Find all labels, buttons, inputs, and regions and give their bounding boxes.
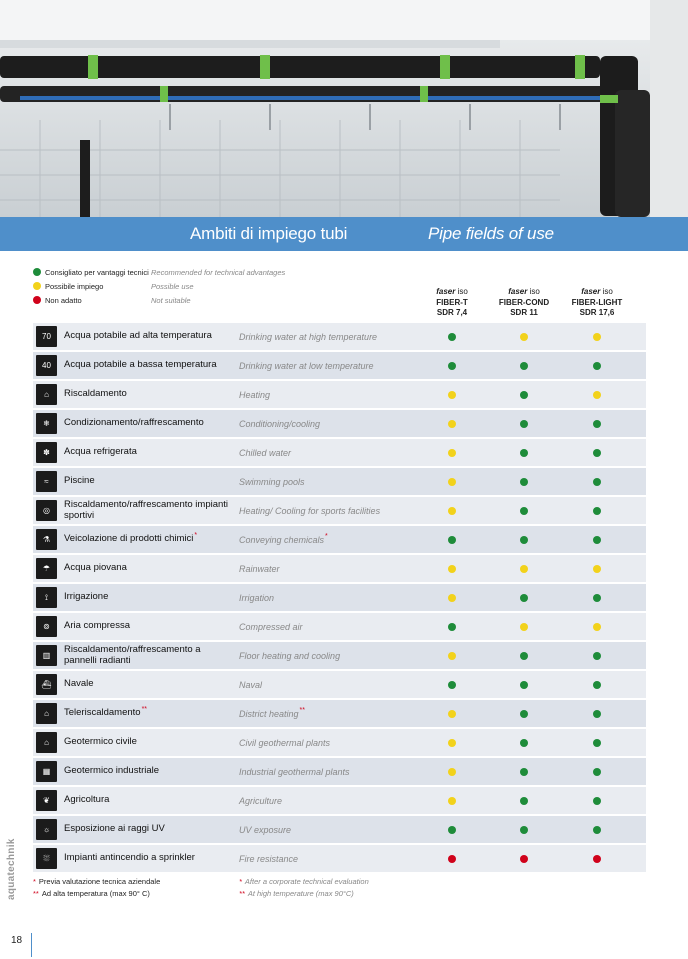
yellow-dot-icon <box>448 594 456 602</box>
icon-glyph: ⌂ <box>44 737 49 747</box>
yellow-dot-icon <box>448 478 456 486</box>
green-dot-icon <box>593 768 601 776</box>
footnote-mark: * <box>325 533 328 540</box>
footnotes-english <box>239 877 369 901</box>
row-label-it-text: Riscaldamento <box>64 388 127 400</box>
yellow-dot-icon <box>448 710 456 718</box>
table-row <box>33 381 646 408</box>
table-row <box>33 845 646 872</box>
icon-glyph: ▥ <box>42 650 51 660</box>
icon-glyph: ☼ <box>42 824 51 834</box>
row-label-english <box>239 671 439 698</box>
column-product: FIBER-LIGHT <box>571 297 623 307</box>
green-dot-icon <box>448 681 456 689</box>
row-label-it-text: Agricoltura <box>64 794 110 806</box>
row-label-en-text: Conveying chemicals <box>239 534 325 545</box>
green-dot-icon <box>520 652 528 660</box>
icon-glyph: 40 <box>42 360 51 370</box>
red-dot-icon <box>33 296 41 304</box>
title-banner <box>0 217 688 251</box>
green-dot-icon <box>593 797 601 805</box>
row-label-en-text: Agriculture <box>239 795 283 806</box>
yellow-dot-icon <box>448 797 456 805</box>
red-dot-icon <box>520 855 528 863</box>
title-english: Pipe fields of use <box>428 224 554 243</box>
row-label-italian <box>64 555 234 582</box>
table-row <box>33 468 646 495</box>
row-label-en-text: Drinking water at high temperature <box>239 331 378 342</box>
yellow-dot-icon <box>593 565 601 573</box>
row-label-italian <box>64 787 234 814</box>
green-dot-icon <box>593 710 601 718</box>
row-label-en-text: Chilled water <box>239 447 292 458</box>
row-label-it-text: Teleriscaldamento <box>64 707 141 719</box>
page-divider <box>31 933 32 957</box>
icon-glyph: ✽ <box>43 447 50 457</box>
footnote-mark: ** <box>33 889 39 898</box>
yellow-dot-icon <box>448 507 456 515</box>
sprinkler-icon <box>36 848 57 869</box>
row-label-italian <box>64 671 234 698</box>
column-brand: faser <box>581 287 601 296</box>
green-dot-icon <box>520 826 528 834</box>
swimming-pool-icon <box>36 471 57 492</box>
green-dot-icon <box>520 536 528 544</box>
icon-glyph: ⌂ <box>44 389 49 399</box>
row-label-english <box>239 410 439 437</box>
side-brand-label: aquatechnik <box>6 838 17 900</box>
icon-glyph: ⟟ <box>45 592 48 602</box>
green-dot-icon <box>593 826 601 834</box>
row-label-it-text: Acqua refrigerata <box>64 446 137 458</box>
row-label-it-text: Navale <box>64 678 94 690</box>
red-dot-icon <box>448 855 456 863</box>
row-label-italian <box>64 497 234 524</box>
footnote-mark: ** <box>299 707 305 714</box>
row-label-italian <box>64 845 234 872</box>
green-dot-icon <box>520 681 528 689</box>
row-label-italian <box>64 410 234 437</box>
chemical-flask-icon <box>36 529 57 550</box>
column-header-fiber-cond <box>484 287 564 319</box>
header-photo-pipes <box>0 0 688 217</box>
yellow-dot-icon <box>520 623 528 631</box>
icon-glyph: 70 <box>42 331 51 341</box>
green-dot-icon <box>520 362 528 370</box>
green-dot-icon <box>593 739 601 747</box>
table-row <box>33 526 646 553</box>
green-dot-icon <box>593 594 601 602</box>
red-dot-icon <box>593 855 601 863</box>
uv-sun-icon <box>36 819 57 840</box>
row-label-it-text: Geotermico civile <box>64 736 137 748</box>
icon-glyph: ⌂ <box>44 708 49 718</box>
footnote-text: At high temperature (max 90°C) <box>247 889 354 898</box>
agriculture-icon <box>36 790 57 811</box>
table-row <box>33 729 646 756</box>
yellow-dot-icon <box>448 449 456 457</box>
row-label-english <box>239 497 439 524</box>
irrigation-icon <box>36 587 57 608</box>
row-label-italian <box>64 352 234 379</box>
civil-geothermal-icon <box>36 732 57 753</box>
column-sdr: SDR 7,4 <box>436 308 468 317</box>
row-label-english <box>239 526 439 553</box>
row-label-it-text: Acqua potabile a bassa temperatura <box>64 359 217 371</box>
row-label-it-text: Aria compressa <box>64 620 130 632</box>
row-label-italian <box>64 526 234 553</box>
green-dot-icon <box>593 681 601 689</box>
row-label-english <box>239 439 439 466</box>
table-row <box>33 816 646 843</box>
green-dot-icon <box>593 420 601 428</box>
legend-label-it: Possibile impiego <box>45 282 104 291</box>
legend-label-en: Recommended for technical advantages <box>151 268 286 277</box>
icon-glyph: ⛴ <box>41 679 52 689</box>
yellow-dot-icon <box>33 282 41 290</box>
sports-facility-icon <box>36 500 57 521</box>
green-dot-icon <box>520 507 528 515</box>
green-dot-icon <box>593 449 601 457</box>
row-label-italian <box>64 642 234 669</box>
rain-cloud-icon <box>36 558 57 579</box>
row-label-it-text: Riscaldamento/raffrescamento a pannelli radianti <box>64 644 201 666</box>
row-label-it-text: Esposizione ai raggi UV <box>64 823 165 835</box>
row-label-english <box>239 613 439 640</box>
green-dot-icon <box>448 826 456 834</box>
row-label-en-text: Drinking water at low temperature <box>239 360 374 371</box>
column-header-fiber-t <box>412 287 492 319</box>
row-label-en-text: Heating/ Cooling for sports facilities <box>239 505 381 516</box>
row-label-en-text: Swimming pools <box>239 476 305 487</box>
page-number: 18 <box>11 935 23 946</box>
icon-glyph: ≈ <box>44 476 49 486</box>
table-row <box>33 758 646 785</box>
icon-glyph: ⛆ <box>43 853 50 863</box>
row-label-it-text: Irrigazione <box>64 591 109 603</box>
footnote <box>33 889 160 901</box>
table-row <box>33 584 646 611</box>
green-dot-icon <box>520 710 528 718</box>
table-row <box>33 497 646 524</box>
footnote <box>239 889 369 901</box>
row-label-en-text: Naval <box>239 679 263 690</box>
legend-label-en: Possible use <box>151 282 194 291</box>
footnote-text: After a corporate technical evaluation <box>244 877 369 886</box>
row-label-it-text: Condizionamento/raffrescamento <box>64 417 204 429</box>
green-dot-icon <box>520 478 528 486</box>
yellow-dot-icon <box>593 623 601 631</box>
row-label-english <box>239 758 439 785</box>
column-brand: faser <box>436 287 456 296</box>
row-label-english <box>239 787 439 814</box>
floor-heating-icon <box>36 645 57 666</box>
footnotes-italian <box>33 877 160 901</box>
row-label-english <box>239 816 439 843</box>
column-brand-suffix: iso <box>529 287 540 296</box>
row-label-it-text: Impianti antincendio a sprinkler <box>64 852 195 864</box>
table-row <box>33 352 646 379</box>
green-dot-icon <box>448 333 456 341</box>
column-brand: faser <box>508 287 528 296</box>
footnote-mark: * <box>33 877 36 886</box>
row-label-en-text: Civil geothermal plants <box>239 737 331 748</box>
footnote-mark: * <box>239 877 242 886</box>
green-dot-icon <box>520 449 528 457</box>
icon-glyph: ▦ <box>42 766 51 776</box>
yellow-dot-icon <box>448 739 456 747</box>
title-italian: Ambiti di impiego tubi <box>190 224 348 243</box>
column-sdr: SDR 11 <box>510 308 538 317</box>
footnote-text: Previa valutazione tecnica aziendale <box>38 877 161 886</box>
row-label-italian <box>64 468 234 495</box>
cooling-icon <box>36 413 57 434</box>
row-label-en-text: UV exposure <box>239 824 292 835</box>
district-heating-icon <box>36 703 57 724</box>
compressed-air-icon <box>36 616 57 637</box>
row-label-en-text: Heating <box>239 389 271 400</box>
warm-water-40-icon <box>36 355 57 376</box>
green-dot-icon <box>593 362 601 370</box>
row-label-it-text: Piscine <box>64 475 95 487</box>
column-product: FIBER-T <box>436 297 468 307</box>
yellow-dot-icon <box>448 652 456 660</box>
column-brand-suffix: iso <box>457 287 468 296</box>
yellow-dot-icon <box>448 420 456 428</box>
row-label-italian <box>64 381 234 408</box>
table-row <box>33 613 646 640</box>
icon-glyph: ☂ <box>42 563 51 573</box>
green-dot-icon <box>448 623 456 631</box>
yellow-dot-icon <box>520 565 528 573</box>
row-label-it-text: Veicolazione di prodotti chimici <box>64 533 194 545</box>
green-dot-icon <box>593 536 601 544</box>
table-row <box>33 555 646 582</box>
fields-of-use-table <box>33 323 646 874</box>
row-label-en-text: Fire resistance <box>239 853 299 864</box>
table-row <box>33 787 646 814</box>
column-product: FIBER-COND <box>498 297 550 307</box>
row-label-italian <box>64 613 234 640</box>
industrial-geothermal-icon <box>36 761 57 782</box>
row-label-it-text: Acqua potabile ad alta temperatura <box>64 330 212 342</box>
heating-icon <box>36 384 57 405</box>
green-dot-icon <box>520 768 528 776</box>
row-label-it-text: Geotermico industriale <box>64 765 160 777</box>
green-dot-icon <box>520 391 528 399</box>
column-sdr: SDR 17,6 <box>579 308 615 317</box>
icon-glyph: ⊚ <box>43 621 50 631</box>
row-label-it-text: Acqua piovana <box>64 562 127 574</box>
row-label-en-text: Conditioning/cooling <box>239 418 321 429</box>
row-label-it-text: Riscaldamento/raffrescamento impianti sportivi <box>64 499 229 521</box>
icon-glyph: ◎ <box>43 505 50 515</box>
row-label-en-text: Rainwater <box>239 563 280 574</box>
row-label-english <box>239 845 439 872</box>
legend-label-en: Not suitable <box>151 296 191 305</box>
row-label-english <box>239 700 439 727</box>
table-row <box>33 410 646 437</box>
icon-glyph: ❄ <box>43 418 50 428</box>
column-brand-suffix: iso <box>602 287 613 296</box>
green-dot-icon <box>33 268 41 276</box>
footnote-mark: ** <box>239 889 245 898</box>
row-label-english <box>239 642 439 669</box>
green-dot-icon <box>520 420 528 428</box>
green-dot-icon <box>593 478 601 486</box>
row-label-italian <box>64 439 234 466</box>
hot-water-70-icon <box>36 326 57 347</box>
row-label-italian <box>64 584 234 611</box>
yellow-dot-icon <box>448 768 456 776</box>
green-dot-icon <box>593 652 601 660</box>
icon-glyph: ❦ <box>43 795 50 805</box>
legend-label-it: Non adatto <box>45 296 82 305</box>
footnote-text: Ad alta temperatura (max 90° C) <box>41 889 150 898</box>
footnote <box>33 877 160 889</box>
footnote-mark: * <box>194 532 198 540</box>
footnote-mark: ** <box>141 706 148 714</box>
row-label-english <box>239 381 439 408</box>
chilled-water-icon <box>36 442 57 463</box>
row-label-english <box>239 729 439 756</box>
legend-label-it: Consigliato per vantaggi tecnici <box>45 268 149 277</box>
row-label-en-text: Floor heating and cooling <box>239 650 341 661</box>
row-label-italian <box>64 758 234 785</box>
row-label-english <box>239 584 439 611</box>
row-label-english <box>239 352 439 379</box>
table-row <box>33 700 646 727</box>
row-label-en-text: Industrial geothermal plants <box>239 766 350 777</box>
row-label-en-text: District heating <box>239 708 299 719</box>
yellow-dot-icon <box>448 565 456 573</box>
table-row <box>33 439 646 466</box>
green-dot-icon <box>520 594 528 602</box>
row-label-italian <box>64 729 234 756</box>
icon-glyph: ⚗ <box>42 534 51 544</box>
footnote <box>239 877 369 889</box>
yellow-dot-icon <box>520 333 528 341</box>
green-dot-icon <box>593 507 601 515</box>
green-dot-icon <box>448 362 456 370</box>
row-label-italian <box>64 323 234 350</box>
row-label-english <box>239 468 439 495</box>
row-label-english <box>239 323 439 350</box>
green-dot-icon <box>448 536 456 544</box>
column-header-fiber-light <box>557 287 637 319</box>
row-label-italian <box>64 816 234 843</box>
row-label-italian <box>64 700 234 727</box>
row-label-english <box>239 555 439 582</box>
table-row <box>33 323 646 350</box>
yellow-dot-icon <box>448 391 456 399</box>
yellow-dot-icon <box>593 333 601 341</box>
table-row <box>33 671 646 698</box>
table-row <box>33 642 646 669</box>
yellow-dot-icon <box>593 391 601 399</box>
green-dot-icon <box>520 797 528 805</box>
ship-icon <box>36 674 57 695</box>
row-label-en-text: Compressed air <box>239 621 303 632</box>
row-label-en-text: Irrigation <box>239 592 275 603</box>
green-dot-icon <box>520 739 528 747</box>
